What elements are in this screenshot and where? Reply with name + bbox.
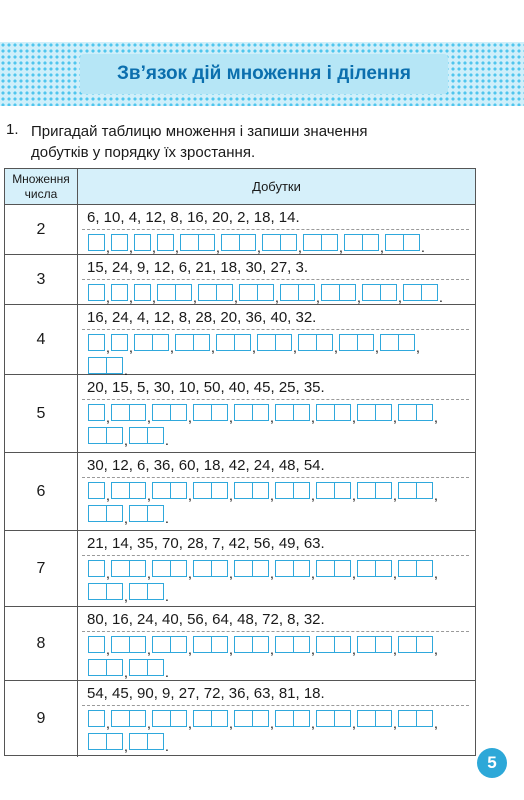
products-cell: [78, 607, 475, 680]
comma-mark: ,: [270, 641, 274, 657]
header-multiplication-number: [5, 169, 78, 205]
table-row: [5, 453, 475, 531]
answer-box[interactable]: [198, 284, 233, 301]
comma-mark: ,: [298, 239, 302, 255]
comma-mark: ,: [275, 289, 279, 305]
comma-mark: ,: [257, 239, 261, 255]
comma-mark: ,: [352, 565, 356, 581]
comma-mark: ,: [124, 510, 128, 526]
table-row: [5, 205, 475, 255]
comma-mark: ,: [170, 339, 174, 355]
comma-mark: ,: [393, 715, 397, 731]
comma-mark: ,: [106, 715, 110, 731]
comma-mark: ,: [270, 565, 274, 581]
answer-box[interactable]: [134, 234, 151, 251]
dashed-separator: [82, 705, 469, 706]
period-mark: .: [124, 362, 128, 378]
comma-mark: ,: [393, 641, 397, 657]
comma-mark: ,: [229, 487, 233, 503]
comma-mark: ,: [434, 641, 438, 657]
answer-box[interactable]: [111, 482, 146, 499]
products-cell: [78, 255, 475, 304]
comma-mark: ,: [216, 239, 220, 255]
answer-box[interactable]: [88, 334, 105, 351]
comma-mark: ,: [352, 487, 356, 503]
answer-box[interactable]: [129, 583, 164, 600]
answer-box[interactable]: [303, 234, 338, 251]
period-mark: .: [439, 289, 443, 305]
period-mark: .: [165, 588, 169, 604]
dashed-separator: [82, 229, 469, 230]
products-list: 16, 24, 4, 12, 8, 28, 20, 36, 40, 32.: [87, 309, 317, 326]
products-list: 54, 45, 90, 9, 27, 72, 36, 63, 81, 18.: [87, 685, 325, 702]
comma-mark: ,: [270, 487, 274, 503]
page-number-badge: 5: [477, 748, 507, 778]
answer-box[interactable]: [129, 733, 164, 750]
comma-mark: ,: [393, 487, 397, 503]
comma-mark: ,: [311, 565, 315, 581]
comma-mark: ,: [357, 289, 361, 305]
comma-mark: ,: [188, 487, 192, 503]
comma-mark: ,: [188, 565, 192, 581]
table-row: [5, 607, 475, 681]
comma-mark: ,: [147, 715, 151, 731]
answer-box[interactable]: [152, 560, 187, 577]
section-title: Зв’язок дій множення і ділення: [117, 63, 411, 84]
answer-box[interactable]: [88, 482, 105, 499]
answer-box[interactable]: [129, 659, 164, 676]
header-left-line-1: Множення: [12, 172, 70, 186]
comma-mark: ,: [147, 641, 151, 657]
answer-box[interactable]: [357, 560, 392, 577]
comma-mark: ,: [175, 239, 179, 255]
answer-box[interactable]: [280, 284, 315, 301]
period-mark: .: [165, 432, 169, 448]
row-factor: 7: [5, 531, 78, 606]
answer-box[interactable]: [157, 234, 174, 251]
answer-box[interactable]: [193, 404, 228, 421]
answer-box[interactable]: [275, 404, 310, 421]
answer-box[interactable]: [111, 710, 146, 727]
answer-box[interactable]: [316, 636, 351, 653]
header-products: Добутки: [78, 169, 475, 205]
answer-box[interactable]: [88, 659, 123, 676]
comma-mark: ,: [311, 641, 315, 657]
table-row: [5, 255, 475, 305]
comma-mark: ,: [106, 409, 110, 425]
answer-box[interactable]: [234, 404, 269, 421]
comma-mark: ,: [106, 641, 110, 657]
comma-mark: ,: [229, 409, 233, 425]
comma-mark: ,: [188, 409, 192, 425]
comma-mark: ,: [352, 715, 356, 731]
dashed-separator: [82, 477, 469, 478]
comma-mark: ,: [352, 641, 356, 657]
comma-mark: ,: [211, 339, 215, 355]
comma-mark: ,: [416, 339, 420, 355]
table-row: [5, 375, 475, 453]
dashed-separator: [82, 631, 469, 632]
answer-box[interactable]: [111, 404, 146, 421]
answer-box[interactable]: [275, 560, 310, 577]
answer-box[interactable]: [380, 334, 415, 351]
answer-box[interactable]: [111, 234, 128, 251]
answer-box[interactable]: [111, 560, 146, 577]
products-list: 80, 16, 24, 40, 56, 64, 48, 72, 8, 32.: [87, 611, 325, 628]
comma-mark: ,: [293, 339, 297, 355]
answer-box[interactable]: [88, 710, 105, 727]
answer-box[interactable]: [88, 583, 123, 600]
comma-mark: ,: [229, 715, 233, 731]
row-factor: 8: [5, 607, 78, 680]
answer-box[interactable]: [111, 334, 128, 351]
comma-mark: ,: [188, 641, 192, 657]
answer-box[interactable]: [152, 404, 187, 421]
answer-box[interactable]: [316, 560, 351, 577]
answer-box[interactable]: [398, 636, 433, 653]
answer-box[interactable]: [234, 636, 269, 653]
comma-mark: ,: [352, 409, 356, 425]
answer-box[interactable]: [88, 733, 123, 750]
comma-mark: ,: [234, 289, 238, 305]
comma-mark: ,: [106, 565, 110, 581]
period-mark: .: [165, 738, 169, 754]
answer-box[interactable]: [344, 234, 379, 251]
answer-box[interactable]: [134, 334, 169, 351]
answer-box[interactable]: [275, 482, 310, 499]
comma-mark: ,: [106, 339, 110, 355]
answer-box[interactable]: [180, 234, 215, 251]
dashed-separator: [82, 399, 469, 400]
period-mark: .: [165, 510, 169, 526]
table-row: [5, 681, 475, 757]
comma-mark: ,: [147, 565, 151, 581]
products-cell: [78, 205, 475, 254]
products-list: 21, 14, 35, 70, 28, 7, 42, 56, 49, 63.: [87, 535, 325, 552]
comma-mark: ,: [129, 239, 133, 255]
comma-mark: ,: [252, 339, 256, 355]
table-row: [5, 531, 475, 607]
dashed-separator: [82, 329, 469, 330]
comma-mark: ,: [311, 715, 315, 731]
products-list: 6, 10, 4, 12, 8, 16, 20, 2, 18, 14.: [87, 209, 300, 226]
row-factor: 6: [5, 453, 78, 530]
answer-box[interactable]: [257, 334, 292, 351]
dashed-separator: [82, 555, 469, 556]
answer-box[interactable]: [88, 357, 123, 374]
answer-box[interactable]: [339, 334, 374, 351]
multiplication-table: [4, 168, 476, 756]
comma-mark: ,: [124, 738, 128, 754]
answer-box[interactable]: [398, 710, 433, 727]
comma-mark: ,: [147, 409, 151, 425]
comma-mark: ,: [316, 289, 320, 305]
comma-mark: ,: [152, 239, 156, 255]
dashed-separator: [82, 279, 469, 280]
comma-mark: ,: [434, 487, 438, 503]
comma-mark: ,: [124, 432, 128, 448]
comma-mark: ,: [398, 289, 402, 305]
answer-box[interactable]: [398, 482, 433, 499]
answer-box[interactable]: [316, 710, 351, 727]
answer-box[interactable]: [88, 427, 123, 444]
comma-mark: ,: [188, 715, 192, 731]
comma-mark: ,: [311, 487, 315, 503]
comma-mark: ,: [229, 641, 233, 657]
comma-mark: ,: [270, 409, 274, 425]
period-mark: .: [165, 664, 169, 680]
answer-box[interactable]: [239, 284, 274, 301]
comma-mark: ,: [270, 715, 274, 731]
table-row: [5, 305, 475, 378]
comma-mark: ,: [152, 289, 156, 305]
products-cell: [78, 453, 475, 530]
answer-box[interactable]: [193, 560, 228, 577]
answer-box[interactable]: [316, 404, 351, 421]
row-factor: 5: [5, 375, 78, 452]
products-list: 15, 24, 9, 12, 6, 21, 18, 30, 27, 3.: [87, 259, 309, 276]
comma-mark: ,: [129, 339, 133, 355]
comma-mark: ,: [434, 715, 438, 731]
answer-box[interactable]: [398, 404, 433, 421]
answer-box[interactable]: [234, 710, 269, 727]
answer-box[interactable]: [88, 404, 105, 421]
task-text-line-2: добутків у порядку їх зростання.: [31, 144, 256, 161]
row-factor: 3: [5, 255, 78, 304]
products-list: 20, 15, 5, 30, 10, 50, 40, 45, 25, 35.: [87, 379, 325, 396]
task-text-line-1: Пригадай таблицю множення і запиши значення: [31, 123, 368, 140]
answer-box[interactable]: [152, 636, 187, 653]
answer-box[interactable]: [111, 284, 128, 301]
comma-mark: ,: [434, 565, 438, 581]
task-number: 1.: [6, 121, 19, 138]
comma-mark: ,: [129, 289, 133, 305]
answer-box[interactable]: [298, 334, 333, 351]
row-factor: 2: [5, 205, 78, 254]
answer-box[interactable]: [193, 710, 228, 727]
answer-box[interactable]: [152, 710, 187, 727]
comma-mark: ,: [106, 289, 110, 305]
comma-mark: ,: [147, 487, 151, 503]
comma-mark: ,: [339, 239, 343, 255]
products-list: 30, 12, 6, 36, 60, 18, 42, 24, 48, 54.: [87, 457, 325, 474]
answer-box[interactable]: [275, 636, 310, 653]
answer-box[interactable]: [88, 560, 105, 577]
answer-box[interactable]: [357, 710, 392, 727]
comma-mark: ,: [334, 339, 338, 355]
answer-box[interactable]: [275, 710, 310, 727]
answer-box[interactable]: [88, 505, 123, 522]
comma-mark: ,: [229, 565, 233, 581]
answer-box[interactable]: [362, 284, 397, 301]
comma-mark: ,: [106, 487, 110, 503]
answer-box[interactable]: [157, 284, 192, 301]
comma-mark: ,: [393, 565, 397, 581]
answer-box[interactable]: [357, 482, 392, 499]
answer-box[interactable]: [88, 284, 105, 301]
answer-box[interactable]: [134, 284, 151, 301]
answer-box[interactable]: [129, 427, 164, 444]
answer-box[interactable]: [152, 482, 187, 499]
answer-box[interactable]: [262, 234, 297, 251]
answer-box[interactable]: [316, 482, 351, 499]
answer-box[interactable]: [403, 284, 438, 301]
answer-box[interactable]: [321, 284, 356, 301]
answer-box[interactable]: [357, 404, 392, 421]
comma-mark: ,: [434, 409, 438, 425]
answer-box[interactable]: [193, 636, 228, 653]
comma-mark: ,: [311, 409, 315, 425]
answer-box[interactable]: [357, 636, 392, 653]
products-cell: [78, 531, 475, 606]
answer-box[interactable]: [234, 482, 269, 499]
row-factor: 9: [5, 681, 78, 757]
row-factor: 4: [5, 305, 78, 374]
products-cell: [78, 305, 475, 378]
answer-box[interactable]: [398, 560, 433, 577]
answer-box[interactable]: [193, 482, 228, 499]
comma-mark: ,: [193, 289, 197, 305]
comma-mark: ,: [124, 588, 128, 604]
answer-box[interactable]: [385, 234, 420, 251]
answer-box[interactable]: [88, 636, 105, 653]
task-instruction: [31, 121, 511, 163]
answer-box[interactable]: [175, 334, 210, 351]
answer-box[interactable]: [221, 234, 256, 251]
answer-box[interactable]: [234, 560, 269, 577]
header-left-line-2: числа: [24, 187, 58, 201]
answer-box[interactable]: [88, 234, 105, 251]
comma-mark: ,: [375, 339, 379, 355]
answer-box[interactable]: [216, 334, 251, 351]
comma-mark: ,: [106, 239, 110, 255]
comma-mark: ,: [380, 239, 384, 255]
period-mark: .: [421, 239, 425, 255]
products-cell: [78, 375, 475, 452]
answer-box[interactable]: [111, 636, 146, 653]
comma-mark: ,: [393, 409, 397, 425]
answer-box[interactable]: [129, 505, 164, 522]
comma-mark: ,: [124, 664, 128, 680]
products-cell: [78, 681, 475, 757]
